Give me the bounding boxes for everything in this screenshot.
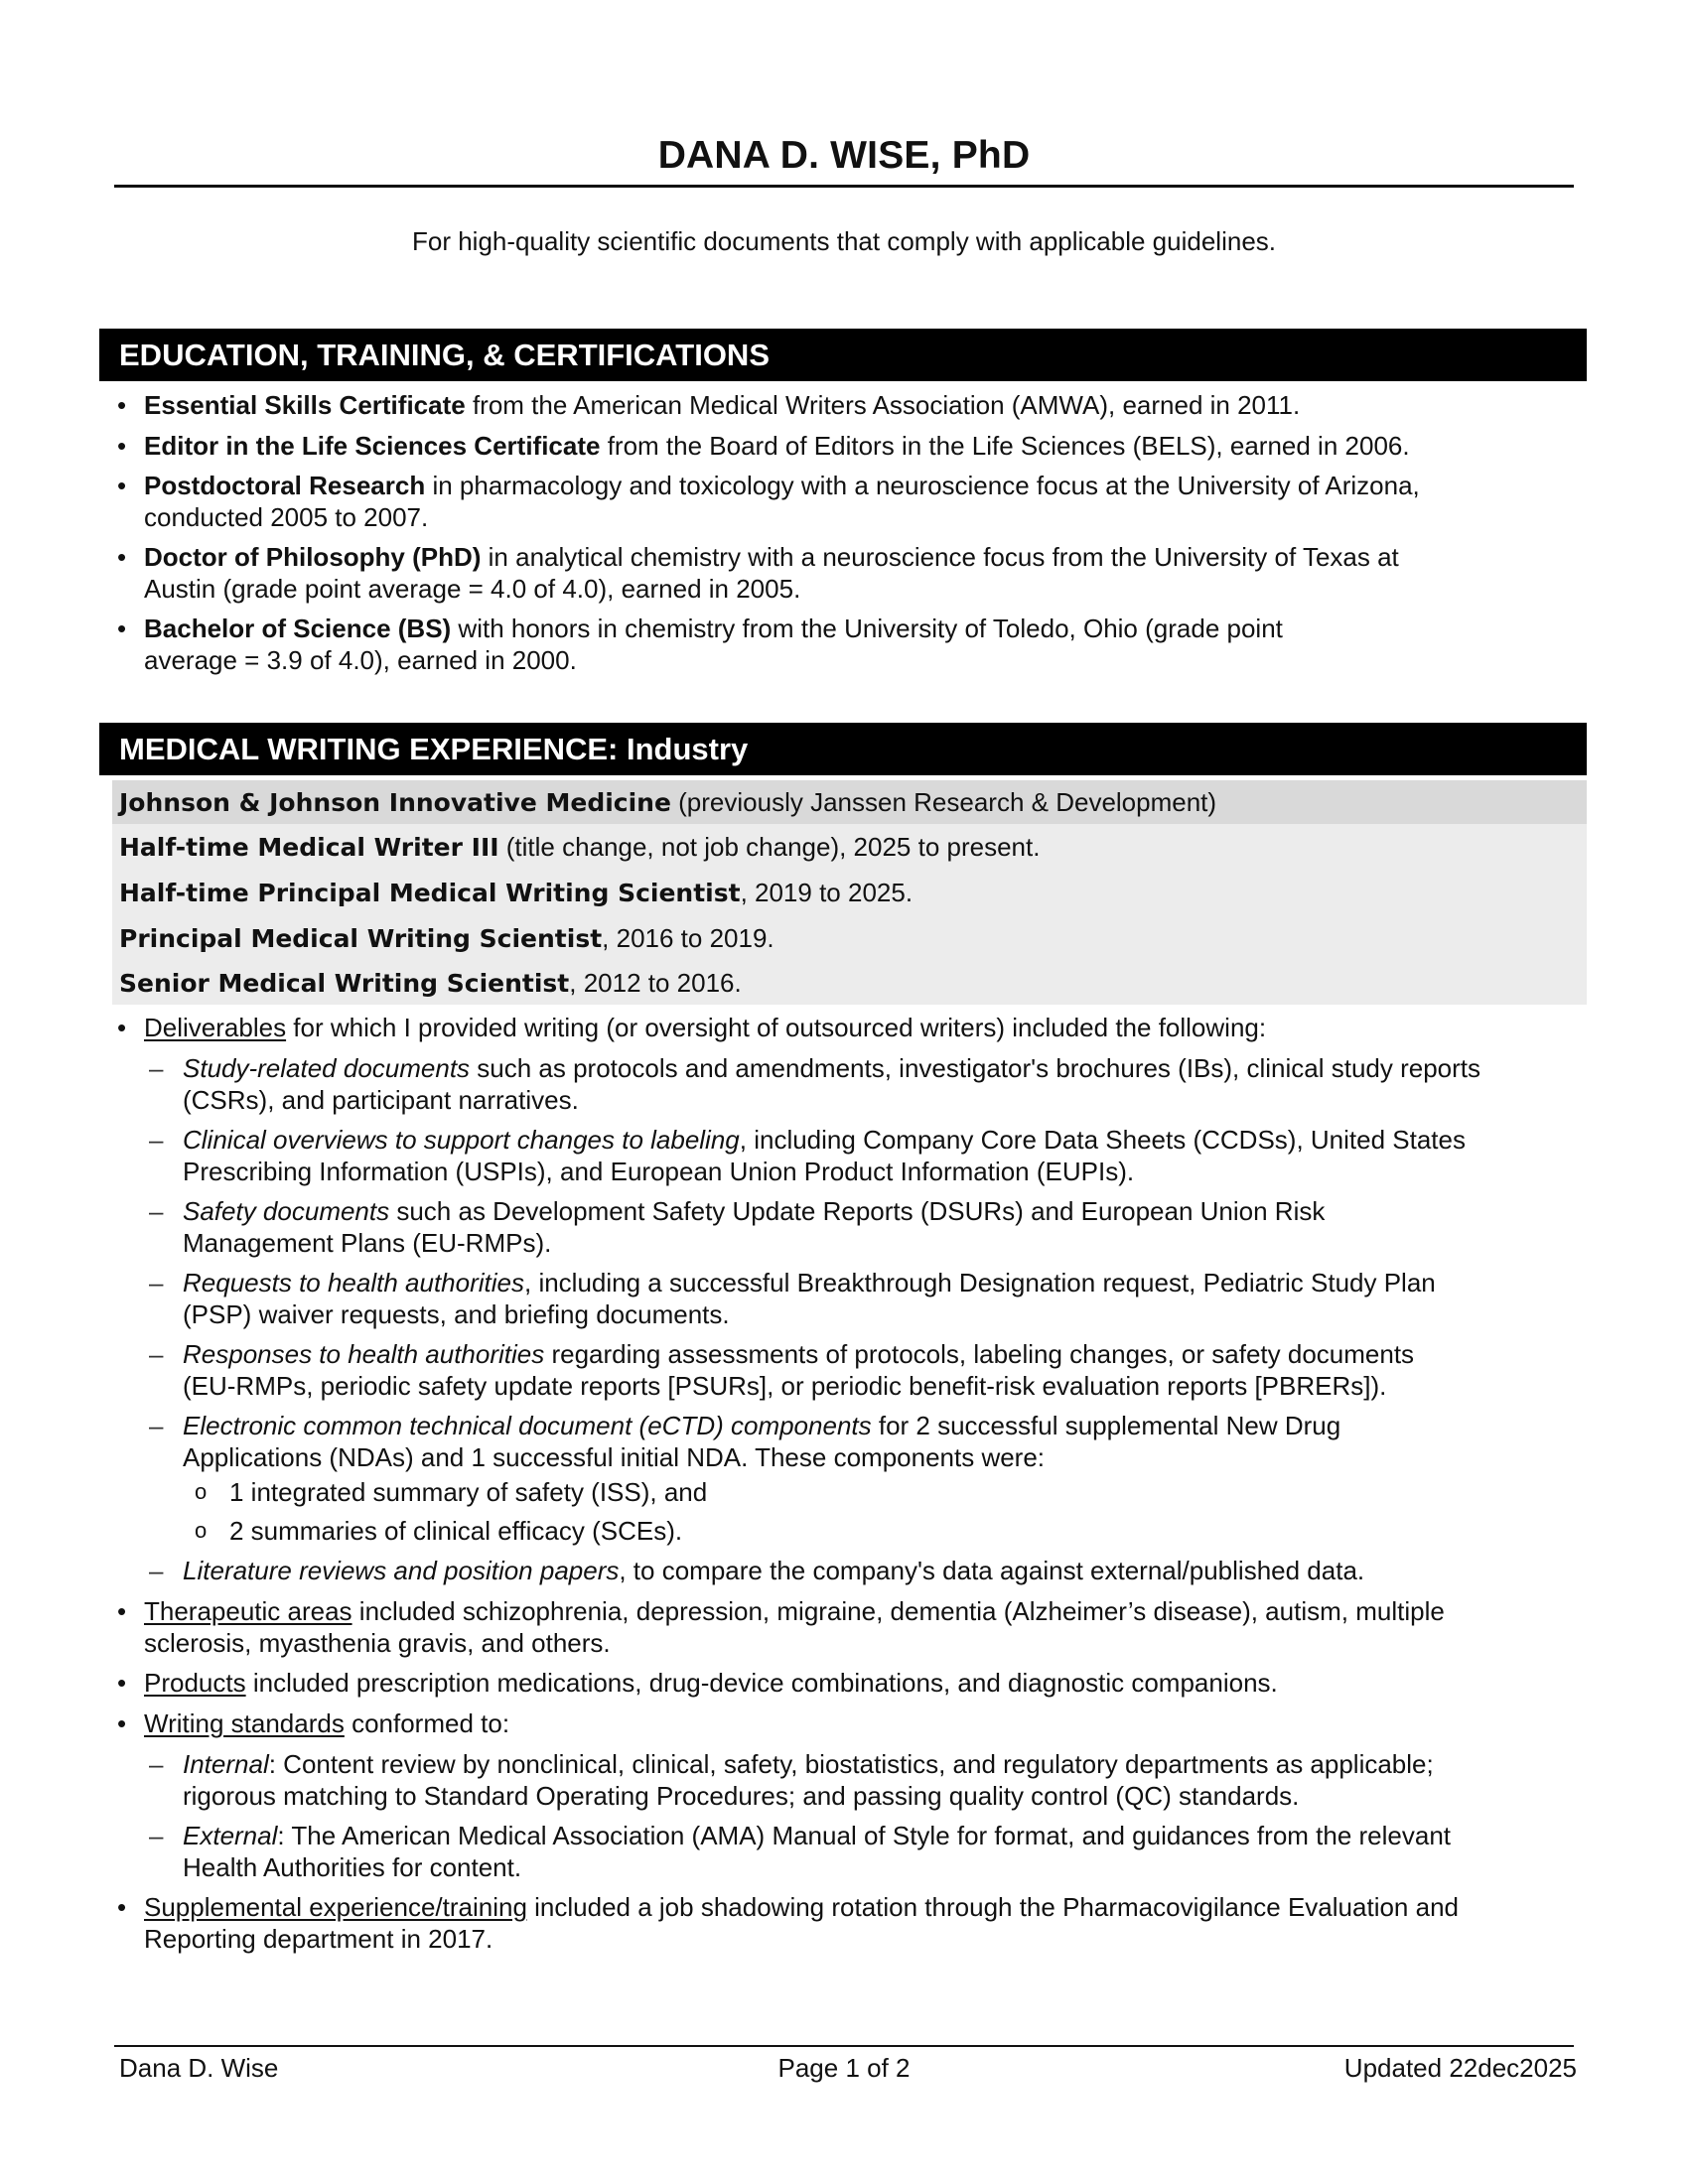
deliverable-type: Safety documents xyxy=(183,1196,390,1226)
therapeutic-text-cont: sclerosis, myasthenia gravis, and others. xyxy=(144,1628,611,1658)
bullet-icon: • xyxy=(117,1596,127,1626)
experience-heading: MEDICAL WRITING EXPERIENCE: Industry xyxy=(99,723,1587,775)
role-dates: , 2019 to 2025. xyxy=(740,878,914,907)
standards-text: conformed to: xyxy=(344,1708,510,1738)
dash-icon: – xyxy=(149,1196,164,1226)
therapeutic-text: included schizophrenia, depression, migraine, dementia (Alzheimer’s disease), autism, multiple xyxy=(352,1596,1445,1626)
supplemental-label: Supplemental experience/training xyxy=(144,1892,527,1922)
education-title: Doctor of Philosophy (PhD) xyxy=(144,542,482,572)
tagline: For high-quality scientific documents that comply with applicable guidelines. xyxy=(412,226,1276,256)
deliverable-detail: regarding assessments of protocols, labeling changes, or safety documents xyxy=(544,1339,1415,1369)
footer-updated: Updated 22dec2025 xyxy=(1343,2053,1577,2083)
deliverable-type: Study-related documents xyxy=(183,1053,471,1083)
deliverable-detail: , including Company Core Data Sheets (CCDSs), United States xyxy=(739,1125,1466,1155)
supplemental-text-cont: Reporting department in 2017. xyxy=(144,1924,493,1954)
supplemental-item xyxy=(117,1891,1587,1955)
standards-subitem xyxy=(146,1820,1586,1883)
products-label: Products xyxy=(144,1668,246,1698)
employer-line xyxy=(119,786,1216,819)
bullet-icon: • xyxy=(117,1668,127,1698)
role-title: Senior Medical Writing Scientist xyxy=(119,969,570,998)
education-detail-cont: Austin (grade point average = 4.0 of 4.0), earned in 2005. xyxy=(144,574,801,604)
deliverable-detail: such as Development Safety Update Reports (DSURs) and European Union Risk xyxy=(389,1196,1326,1226)
name-divider xyxy=(114,185,1574,188)
education-item xyxy=(117,613,1587,676)
standards-detail-cont: rigorous matching to Standard Operating Procedures; and passing quality control (QC) standards. xyxy=(183,1781,1300,1811)
deliverable-detail: for 2 successful supplemental New Drug xyxy=(871,1411,1341,1440)
deliverable-subitem xyxy=(146,1052,1586,1116)
deliverable-detail-cont: Applications (NDAs) and 1 successful initial NDA. These components were: xyxy=(183,1442,1046,1472)
education-item xyxy=(117,430,1587,462)
employer-note: (previously Janssen Research & Development) xyxy=(670,787,1217,817)
role-title: Half-time Principal Medical Writing Scientist xyxy=(119,879,741,907)
deliverable-subitem xyxy=(146,1338,1586,1402)
education-title: Editor in the Life Sciences Certificate xyxy=(144,431,601,461)
footer-divider xyxy=(114,2045,1574,2047)
deliverable-subitem xyxy=(146,1555,1586,1586)
education-heading: EDUCATION, TRAINING, & CERTIFICATIONS xyxy=(99,329,1587,381)
education-detail: in analytical chemistry with a neuroscience focus from the University of Texas at xyxy=(481,542,1399,572)
dash-icon: – xyxy=(149,1268,164,1297)
dash-icon: – xyxy=(149,1411,164,1440)
standards-detail: : The American Medical Association (AMA) Manual of Style for format, and guidances from the relevant xyxy=(277,1821,1452,1850)
role-title: Principal Medical Writing Scientist xyxy=(119,924,603,953)
products-text: included prescription medications, drug-device combinations, and diagnostic companions. xyxy=(245,1668,1278,1698)
standards-type: Internal xyxy=(183,1749,269,1779)
dash-icon: – xyxy=(149,1821,164,1850)
footer-author: Dana D. Wise xyxy=(119,2053,279,2083)
deliverable-type: Clinical overviews to support changes to labeling xyxy=(183,1125,740,1155)
resume-name: DANA D. WISE, PhD xyxy=(657,134,1031,177)
education-detail: from the American Medical Writers Association (AMWA), earned in 2011. xyxy=(465,390,1301,420)
deliverables-item xyxy=(117,1012,1587,1043)
circle-bullet-icon: o xyxy=(195,1518,208,1543)
deliverable-subitem xyxy=(146,1124,1586,1187)
deliverable-detail-cont: Prescribing Information (USPIs), and European Union Product Information (EUPIs). xyxy=(183,1157,1135,1186)
education-detail: with honors in chemistry from the University of Toledo, Ohio (grade point xyxy=(451,614,1283,643)
deliverable-subitem xyxy=(146,1267,1586,1330)
education-detail: from the Board of Editors in the Life Sciences (BELS), earned in 2006. xyxy=(600,431,1410,461)
bullet-icon: • xyxy=(117,1708,127,1738)
deliverable-detail-cont: Management Plans (EU-RMPs). xyxy=(183,1228,552,1258)
ectd-component-text: 2 summaries of clinical efficacy (SCEs). xyxy=(229,1516,683,1546)
deliverable-subitem xyxy=(146,1195,1586,1259)
role-dates: , 2012 to 2016. xyxy=(569,968,742,998)
dash-icon: – xyxy=(149,1749,164,1779)
therapeutic-item xyxy=(117,1595,1587,1659)
circle-bullet-icon: o xyxy=(195,1479,208,1504)
bullet-icon: • xyxy=(117,390,127,420)
standards-detail: : Content review by nonclinical, clinical, safety, biostatistics, and regulatory departments as applicable; xyxy=(268,1749,1434,1779)
employer-name: Johnson & Johnson Innovative Medicine xyxy=(119,788,671,817)
education-title: Essential Skills Certificate xyxy=(144,390,466,420)
deliverable-detail-cont: (PSP) waiver requests, and briefing documents. xyxy=(183,1299,730,1329)
standards-type: External xyxy=(183,1821,278,1850)
bullet-icon: • xyxy=(117,542,127,572)
education-item xyxy=(117,389,1587,421)
therapeutic-label: Therapeutic areas xyxy=(144,1596,352,1626)
standards-label: Writing standards xyxy=(144,1708,345,1738)
deliverable-subitem xyxy=(146,1410,1586,1473)
deliverable-type: Literature reviews and position papers xyxy=(183,1556,620,1585)
deliverable-type: Requests to health authorities xyxy=(183,1268,524,1297)
role-line xyxy=(119,922,774,955)
bullet-icon: • xyxy=(117,1013,127,1042)
supplemental-text: included a job shadowing rotation through the Pharmacovigilance Evaluation and xyxy=(526,1892,1459,1922)
standards-item xyxy=(117,1707,1587,1739)
education-detail-cont: conducted 2005 to 2007. xyxy=(144,502,429,532)
bullet-icon: • xyxy=(117,471,127,500)
standards-detail-cont: Health Authorities for content. xyxy=(183,1852,522,1882)
products-item xyxy=(117,1667,1587,1699)
role-dates: (title change, not job change), 2025 to present. xyxy=(498,832,1041,862)
education-detail-cont: average = 3.9 of 4.0), earned in 2000. xyxy=(144,645,577,675)
deliverable-type: Electronic common technical document (eCTD) components xyxy=(183,1411,872,1440)
page-number: Page 1 of 2 xyxy=(777,2053,911,2083)
deliverables-label: Deliverables xyxy=(144,1013,287,1042)
bullet-icon: • xyxy=(117,1892,127,1922)
deliverable-detail: , including a successful Breakthrough Designation request, Pediatric Study Plan xyxy=(524,1268,1436,1297)
dash-icon: – xyxy=(149,1339,164,1369)
ectd-component xyxy=(192,1515,1582,1547)
deliverable-detail: such as protocols and amendments, investigator's brochures (IBs), clinical study reports xyxy=(470,1053,1481,1083)
dash-icon: – xyxy=(149,1053,164,1083)
role-title: Half-time Medical Writer III xyxy=(119,833,499,862)
dash-icon: – xyxy=(149,1556,164,1585)
deliverable-type: Responses to health authorities xyxy=(183,1339,545,1369)
bullet-icon: • xyxy=(117,614,127,643)
dash-icon: – xyxy=(149,1125,164,1155)
deliverable-detail: , to compare the company's data against external/published data. xyxy=(619,1556,1365,1585)
standards-subitem xyxy=(146,1748,1586,1812)
role-line xyxy=(119,831,1040,864)
education-item xyxy=(117,470,1587,533)
role-line xyxy=(119,967,742,1000)
deliverables-text: for which I provided writing (or oversight of outsourced writers) included the following: xyxy=(286,1013,1267,1042)
ectd-component-text: 1 integrated summary of safety (ISS), and xyxy=(229,1477,708,1507)
education-detail: in pharmacology and toxicology with a neuroscience focus at the University of Arizona, xyxy=(425,471,1420,500)
education-title: Postdoctoral Research xyxy=(144,471,426,500)
bullet-icon: • xyxy=(117,431,127,461)
role-dates: , 2016 to 2019. xyxy=(602,923,774,953)
ectd-component xyxy=(192,1476,1582,1508)
deliverable-detail-cont: (EU-RMPs, periodic safety update reports [PSURs], or periodic benefit-risk evaluation reports [PBRERs]). xyxy=(183,1371,1387,1401)
deliverable-detail-cont: (CSRs), and participant narratives. xyxy=(183,1085,579,1115)
education-item xyxy=(117,541,1587,605)
education-title: Bachelor of Science (BS) xyxy=(144,614,452,643)
role-line xyxy=(119,877,913,909)
